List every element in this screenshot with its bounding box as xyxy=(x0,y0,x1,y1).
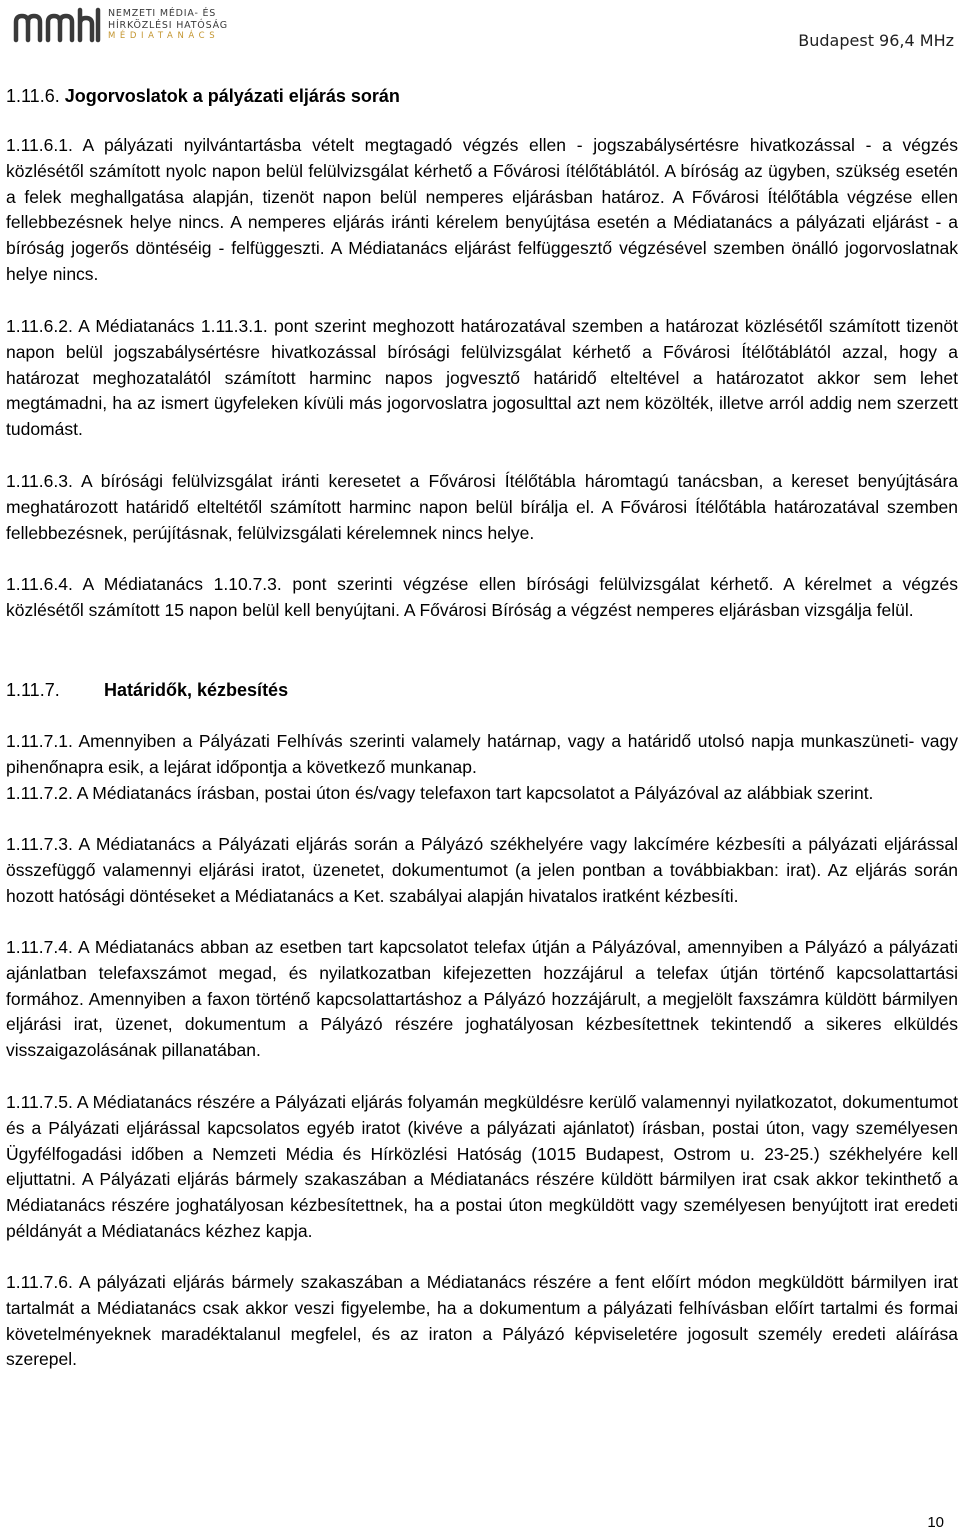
logo-line2: HÍRKÖZLÉSI HATÓSÁG xyxy=(108,19,228,31)
paragraph-1-11-7-6: 1.11.7.6. A pályázati eljárás bármely szakaszában a Médiatanács részére a fent előírt módon megküldött bármilyen irat tartalmát a Médiatanács csak akkor veszi figyelembe, ha a dokumentum a pályázati felhívásban előírt tartalmi és formai követelményeknek maradéktalanul megfelel, és az iraton a Pályázó képviseletére jogosult személy eredeti aláírása szerepel. xyxy=(6,1272,958,1370)
station-label: Budapest 96,4 MHz xyxy=(798,31,954,50)
paragraph-1-11-7-2: 1.11.7.2. A Médiatanács írásban, postai úton és/vagy telefaxon tart kapcsolatot a Pályázóval az alábbiak szerint. xyxy=(6,783,874,803)
section-title: Határidők, kézbesítés xyxy=(104,680,289,700)
paragraph-1-11-7-4: 1.11.7.4. A Médiatanács abban az esetben tart kapcsolatot telefax útján a Pályázóval, amennyiben a Pályázó a pályázati ajánlatban telefaxszámot megad, és nyilatkozatban kifejezetten hozzájárul a telefax útján történő kapcsolattartási formához. Amennyiben a faxon történő kapcsolattartáshoz a Pályázó hozzájárult, a megjelölt faxszámra küldött bármilyen eljárási irat, üzenet, dokumentum a Pályázó részére joghatályosan kézbesítettnek tekintendő a sikeres elküldés visszaigazolásának pillanatában. xyxy=(6,937,958,1061)
paragraph-1-11-7-1: 1.11.7.1. Amennyiben a Pályázati Felhívás szerinti valamely határnap, vagy a határidő utolsó napja munkaszüneti- vagy pihenőnapra esik, a lejárat időpontja a következő munkanap. xyxy=(6,731,958,777)
page-header xyxy=(0,0,960,60)
paragraph-1-11-7-3: 1.11.7.3. A Médiatanács a Pályázati eljárás során a Pályázó székhelyére vagy lakcímére kézbesíti a pályázati eljárással összefüggő valamennyi eljárási iratot, üzenetet, dokumentumot (a jelen pontban a továbbiakban: irat). Az eljárás során hozott hatósági döntéseket a Médiatanács a Ket. szabályai alapján hivatalos iratként kézbesíti. xyxy=(6,834,958,906)
page-number: 10 xyxy=(927,1514,944,1531)
paragraph-1-11-6-3: 1.11.6.3. A bírósági felülvizsgálat iránti keresetet a Fővárosi Ítélőtábla háromtagú tanácsban, a kereset benyújtására meghatározott határidő elteltétől számított harminc napon belül bírálja el. A Fővárosi Ítélőtábla határozatával szemben fellebbezésnek, perújításnak, felülvizsgálati kérelemnek nincs helye. xyxy=(6,471,958,543)
logo-line1: NEMZETI MÉDIA- ÉS xyxy=(108,8,217,19)
nmhh-logo-icon xyxy=(12,6,104,44)
paragraph-1-11-6-2: 1.11.6.2. A Médiatanács 1.11.3.1. pont szerint meghozott határozatával szemben a határozat közlésétől számított tizenöt napon belül jogszabálysértésre hivatkozással bírósági felülvizsgálat kérhető a Fővárosi Ítélőtáblától azzal, hogy a határozat meghozatalától számított harminc napos jogvesztő határidő elteltével a határozatot akkor sem lehet megtámadni, ha az ismert ügyfeleken kívüli más jogorvoslatra jogosulttal azt nem közölték, illetve arról addig nem szerzett tudomást. xyxy=(6,316,958,440)
section-heading-1-11-6 xyxy=(6,84,400,108)
paragraph-1-11-6-4: 1.11.6.4. A Médiatanács 1.10.7.3. pont szerinti végzése ellen bírósági felülvizsgálat kérhető. A kérelmet a végzés közlésétől számított 15 napon belül kell benyújtani. A Fővárosi Bíróság a végzést nemperes eljárásban vizsgálja felül. xyxy=(6,574,958,620)
logo-wordmark xyxy=(108,8,228,43)
section-heading-1-11-7 xyxy=(6,678,288,702)
section-title: Jogorvoslatok a pályázati eljárás során xyxy=(64,86,400,106)
logo-line3: MÉDIATANÁCS xyxy=(108,31,220,41)
nmhh-logo xyxy=(12,6,252,46)
paragraph-1-11-7-5: 1.11.7.5. A Médiatanács részére a Pályázati eljárás folyamán megküldésre kerülő valamennyi nyilatkozatot, dokumentumot és a Pályázati eljárással kapcsolatos egyéb iratot (kivéve a pályázati ajánlatot) írásban, postai úton, vagy személyesen Ügyfélfogadási időben a Nemzeti Média és Hírközlési Hatóság (1015 Budapest, Ostrom u. 23-25.) székhelyére kell eljuttatni. A Pályázati eljárás bármely szakaszában a Médiatanács részére küldött bármilyen irat csak akkor tekinthető a Médiatanács részére joghatályosan kézbesítettnek, ha a postai úton megküldött vagy személyesen benyújtott irat eredeti példányát a Médiatanács kézhez kapja. xyxy=(6,1092,958,1241)
paragraph-1-11-6-1: 1.11.6.1. A pályázati nyilvántartásba vételt megtagadó végzés ellen - jogszabálysértésre hivatkozással - a végzés közlésétől számított nyolc napon belül felülvizsgálat kérhető a Fővárosi ítélőtáblától. A bíróság az ügyben, szükség esetén a felek meghallgatása alapján, tizenöt napon belül nemperes eljárásban határoz. A Fővárosi Ítélőtábla végzése ellen fellebbezésnek helye nincs. A nemperes eljárás iránti kérelem benyújtása esetén a Médiatanács a pályázati eljárást - a bíróság jogerős döntéséig - felfüggeszti. A Médiatanács eljárást felfüggesztő végzésével szemben önálló jogorvoslatnak helye nincs. xyxy=(6,135,958,284)
section-number: 1.11.6. xyxy=(6,86,60,106)
section-number: 1.11.7. xyxy=(6,680,60,700)
